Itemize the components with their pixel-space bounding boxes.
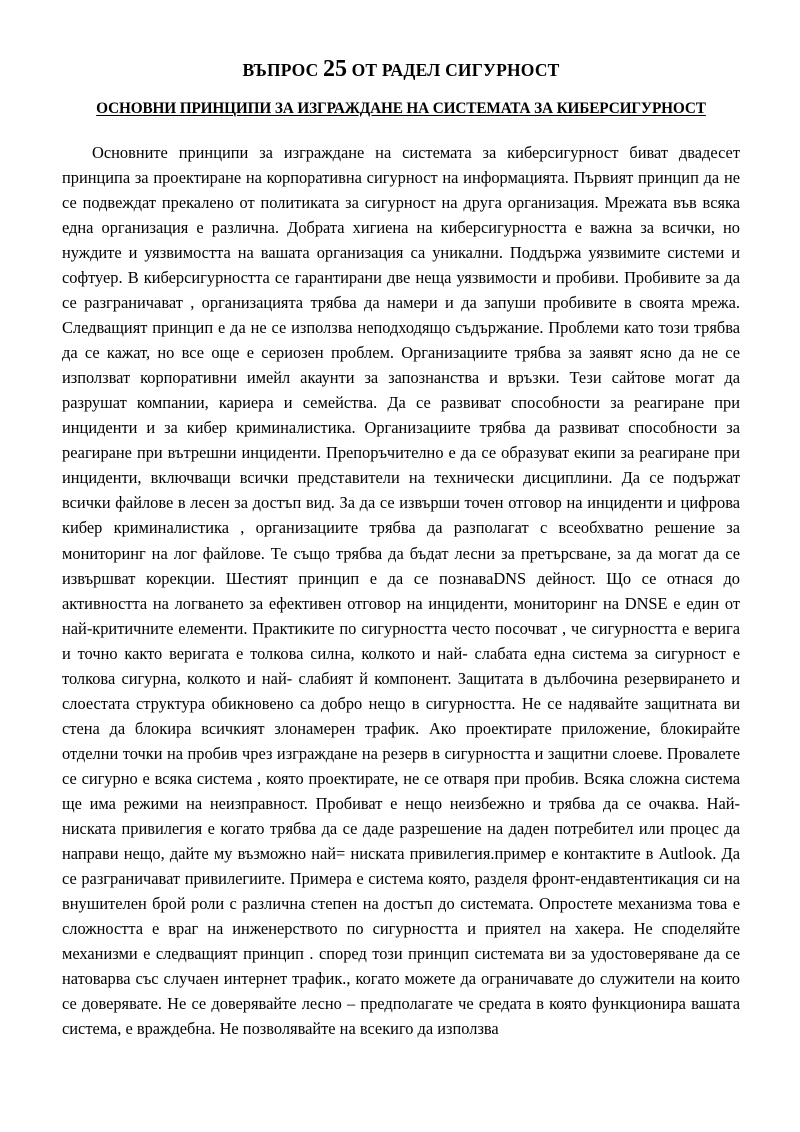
- page-title-suffix: ОТ РАДЕЛ СИГУРНОСТ: [347, 60, 560, 80]
- page-title: [62, 56, 740, 82]
- section-subtitle: ОСНОВНИ ПРИНЦИПИ ЗА ИЗГРАЖДАНЕ НА СИСТЕМАТА ЗА КИБЕРСИГУРНОСТ: [96, 100, 706, 117]
- body-paragraph: Основните принципи за изграждане на системата за киберсигурност биват двадесет принципа за проектиране на корпоративна сигурност на информацията. Първият принцип да не се подвеждат прекалено от политиката за сигурност на друга организация. Мрежата във всяка една организация е различна. Добрата хигиена на киберсигурността е важна за всички, но нуждите и уязвимостта на вашата организация са уникални. Поддържа уязвимите системи и софтуер. В киберсигурността се гарантирани две неща уязвимости и пробиви. Пробивите за да се разграничават , организацията трябва да намери и да запуши пробивите в своята мрежа. Следващият принцип е да не се използва неподходящо съдържание. Проблеми като този трябва да се кажат, но все още е сериозен проблем. Организациите трябва за заявят ясно да не се използват корпоративни имейл акаунти за запознанства и връзки. Тези сайтове могат да разрушат компании, кариера и семейства. Да се развиват способности за реагиране при инциденти и за кибер криминалистика. Организациите трябва да развиват способности за реагиране при вътрешни инциденти. Препоръчително е да се образуват екипи за реагиране при инциденти, включващи всички представители на технически дисциплини. Да се подържат всички файлове в лесен за достъп вид. За да се извърши точен отговор на инциденти и цифрова кибер криминалистика , организациите трябва да разполагат с всеобхватно решение за мониторинг на лог файлове. Те също трябва да бъдат лесни за претърсване, за да могат да се извършват корекции. Шестият принцип е да се познаваDNS дейност. Що се отнася до активността на логването за ефективен отговор на инциденти, мониторинг на DNSE е един от най-критичните елементи. Практиките по сигурността често посочват , че сигурността е верига и точно както веригата е толкова силна, колкото и най- слабата една система за сигурност е толкова сигурна, колкото и най- слабият й компонент. Защитата в дълбочина резервирането и слоестата структура обикновено са добро нещо в сигурността. Не се надявайте защитната ви стена да блокира всичкият злонамерен трафик. Ако проектирате приложение, блокирайте отделни точки на пробив чрез изграждане на резерв в сигурността и защитни слоеве. Провалете се сигурно е всяка система , която проектирате, не се отваря при пробив. Всяка сложна система ще има режими на неизправност. Пробиват е нещо неизбежно и трябва да се очаква. Най- ниската привилегия е когато трябва да се даде разрешение на даден потребител или процес да направи нещо, дайте му възможно най= ниската привилегия.пример е контактите в Autlook. Да се разграничават привилегиите. Примера е система която, разделя фронт-ендавтентикация си на внушителен брой роли с различна степен на достъп до системата. Опростете механизма това е сложността е враг на инженерството по сигурността и приятел на хакера. Не споделяйте механизми е следващият принцип . според този принцип системата ви за удостоверяване да се натоварва със случаен интернет трафик., когато можете да ограничавате до служители на които се доверявате. Не се доверявайте лесно – предполагате че средата в която функционира вашата система, е враждебна. Не позволявайте на всекиго да използва: [62, 143, 740, 1039]
- page-title-prefix: ВЪПРОС: [242, 60, 324, 80]
- question-number: 25: [323, 56, 348, 82]
- body-text-block: [62, 140, 740, 1125]
